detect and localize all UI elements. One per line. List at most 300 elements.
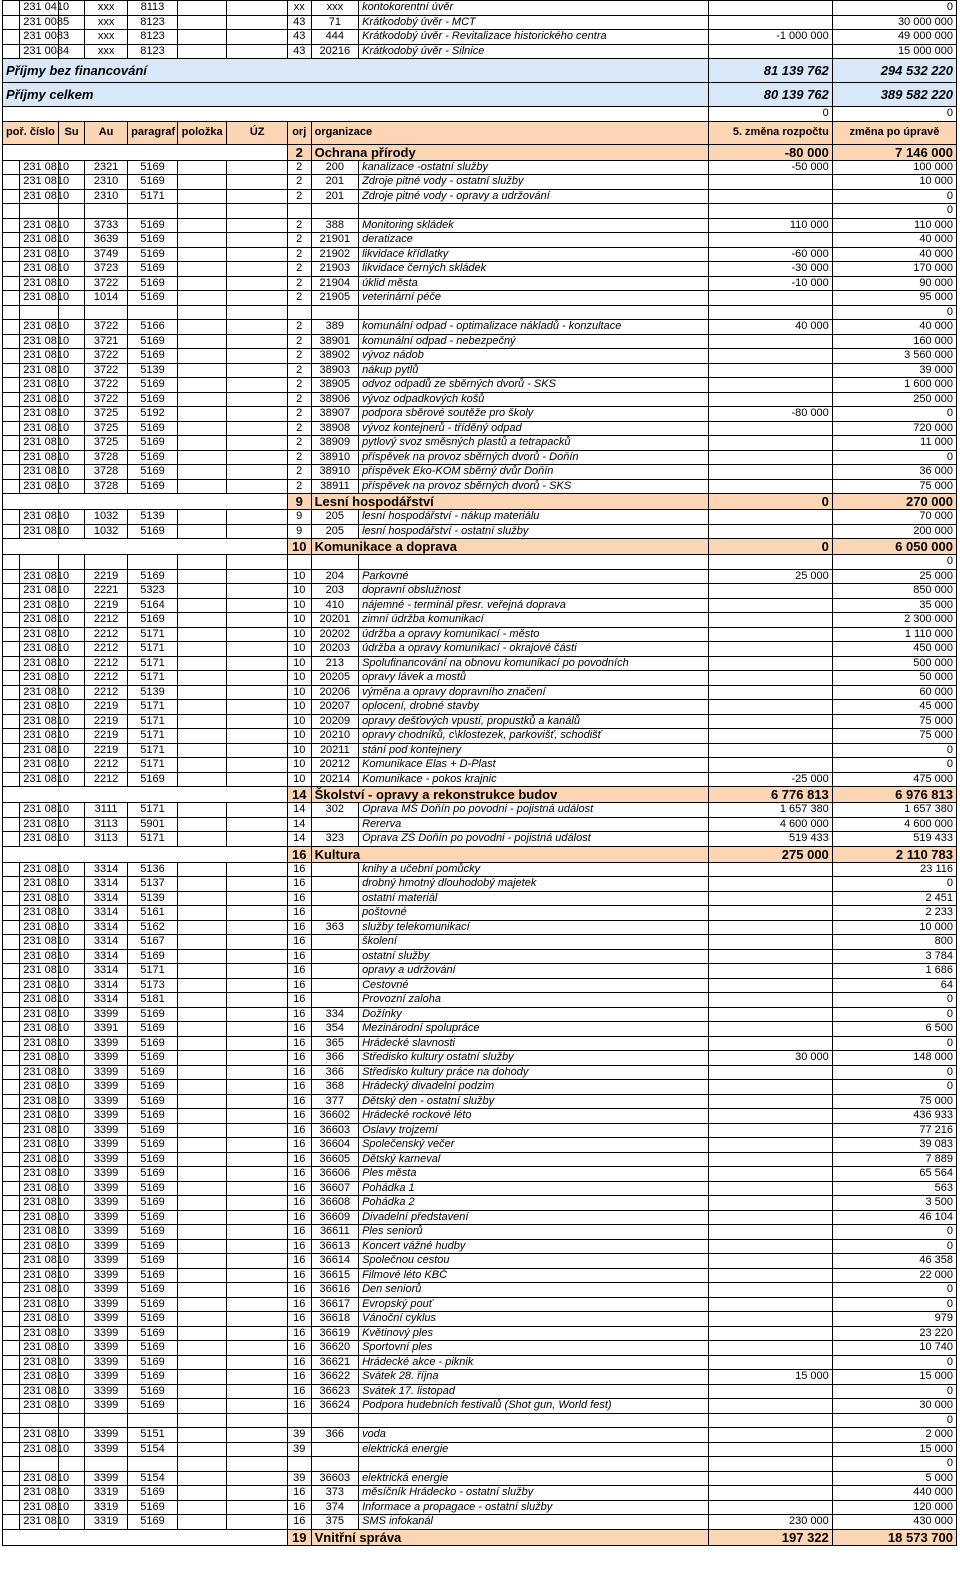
cell-por (3, 685, 20, 700)
cell-su-au: 231 0810 (20, 1486, 59, 1501)
cell-por (3, 510, 20, 525)
cell-su-au: 231 0810 (20, 1326, 59, 1341)
cell-uz (177, 1413, 227, 1428)
cell-por (3, 421, 20, 436)
cell-su-au: 231 0810 (20, 436, 59, 451)
cell-polozka: 5169 (128, 1109, 178, 1124)
cell-por (3, 714, 20, 729)
cell-polozka: 5169 (128, 1341, 178, 1356)
section-value: 6 976 813 (832, 787, 956, 803)
cell-su-au: 231 0810 (20, 1138, 59, 1153)
cell-change (708, 1471, 832, 1486)
summary-label: Příjmy celkem (3, 83, 709, 107)
cell-orj: 16 (287, 1515, 311, 1530)
cell-paragraf: 2219 (85, 714, 128, 729)
cell-polozka: 5169 (128, 378, 178, 393)
table-row (3, 906, 957, 921)
cell-organizace (311, 993, 358, 1008)
cell-name: Spolufinancování na obnovu komunikací po povodních (359, 656, 709, 671)
cell-gap (227, 1022, 287, 1037)
cell-por (3, 772, 20, 787)
cell-uz (177, 877, 227, 892)
cell-polozka: 5169 (128, 1210, 178, 1225)
cell-por (3, 758, 20, 773)
cell-uz (177, 407, 227, 422)
cell-gap (227, 891, 287, 906)
cell-value: 110 000 (832, 218, 956, 233)
cell-orj: 10 (287, 598, 311, 613)
cell-orj: 16 (287, 1210, 311, 1225)
cell-organizace (311, 305, 358, 320)
table-row (3, 218, 957, 233)
table-row (3, 1123, 957, 1138)
cell-polozka: 5171 (128, 964, 178, 979)
cell-change (708, 334, 832, 349)
table-row (3, 334, 957, 349)
table-row (3, 832, 957, 847)
cell-por (3, 276, 20, 291)
cell-por (3, 465, 20, 480)
cell-por (3, 978, 20, 993)
cell-value: 475 000 (832, 772, 956, 787)
cell-por (3, 305, 20, 320)
cell-value: 39 083 (832, 1138, 956, 1153)
cell-uz (177, 1486, 227, 1501)
cell-uz (177, 803, 227, 818)
cell-gap (227, 1500, 287, 1515)
cell-uz (177, 378, 227, 393)
cell-value: 0 (832, 450, 956, 465)
cell-name (359, 555, 709, 570)
cell-por (3, 877, 20, 892)
cell-change (708, 555, 832, 570)
cell-orj: 16 (287, 891, 311, 906)
cell-change (708, 613, 832, 628)
header-after: změna po úpravě (832, 121, 956, 144)
cell-su-au: 231 0810 (20, 1399, 59, 1414)
zero-row (3, 107, 957, 122)
cell-polozka: 5169 (128, 1225, 178, 1240)
cell-value: 65 564 (832, 1167, 956, 1182)
cell-paragraf: 2212 (85, 772, 128, 787)
cell-polozka: 5169 (128, 1370, 178, 1385)
cell-change (708, 920, 832, 935)
cell-orj: 16 (287, 1007, 311, 1022)
table-row (3, 392, 957, 407)
cell-polozka: 5192 (128, 407, 178, 422)
table-row (3, 1109, 957, 1124)
cell-orj: 16 (287, 1181, 311, 1196)
cell-su-au: 231 0810 (20, 262, 59, 277)
cell-value: 10 740 (832, 1341, 956, 1356)
cell-gap (227, 15, 287, 30)
cell-paragraf: 3399 (85, 1384, 128, 1399)
cell-organizace (311, 978, 358, 993)
cell-change: -30 000 (708, 262, 832, 277)
cell-gap (227, 450, 287, 465)
cell-polozka: 5169 (128, 175, 178, 190)
table-row (3, 1167, 957, 1182)
cell-gap (227, 465, 287, 480)
cell-su-au: 231 0810 (20, 978, 59, 993)
section-value: 270 000 (832, 494, 956, 510)
cell-su-au: 231 0810 (20, 671, 59, 686)
cell-polozka: 5171 (128, 714, 178, 729)
table-row (3, 1413, 957, 1428)
cell-value: 49 000 000 (832, 30, 956, 45)
cell-uz (177, 1239, 227, 1254)
table-row (3, 1036, 957, 1051)
section-title: Školství - opravy a rekonstrukce budov (311, 787, 708, 803)
cell-orj: 16 (287, 1138, 311, 1153)
cell-name: elektrická energie (359, 1471, 709, 1486)
cell-polozka: 5166 (128, 320, 178, 335)
cell-organizace: 20210 (311, 729, 358, 744)
cell-orj: 16 (287, 1051, 311, 1066)
table-row (3, 1022, 957, 1037)
cell-name: Hrádecké akce - piknik (359, 1355, 709, 1370)
cell-paragraf: 3725 (85, 407, 128, 422)
cell-polozka: 5169 (128, 1515, 178, 1530)
cell-polozka: 5169 (128, 1181, 178, 1196)
cell-uz (177, 1036, 227, 1051)
table-row (3, 1268, 957, 1283)
cell-change (708, 175, 832, 190)
cell-gap (227, 291, 287, 306)
cell-organizace: 36603 (311, 1123, 358, 1138)
cell-orj: 2 (287, 392, 311, 407)
cell-name: Zdroje pitné vody - ostatní služby (359, 175, 709, 190)
cell-polozka: 5169 (128, 436, 178, 451)
cell-name: Mezinárodní spolupráce (359, 1022, 709, 1037)
cell-name: podpora sběrové soutěže pro školy (359, 407, 709, 422)
cell-por (3, 1, 20, 16)
cell-por (3, 291, 20, 306)
cell-paragraf: xxx (85, 1, 128, 16)
cell-uz (177, 1225, 227, 1240)
section-blank (3, 787, 288, 803)
cell-polozka (128, 204, 178, 219)
cell-name: údržba a opravy komunikací - město (359, 627, 709, 642)
cell-uz (177, 1123, 227, 1138)
cell-name: kanalizace -ostatní služby (359, 160, 709, 175)
cell-uz (177, 436, 227, 451)
cell-name: Hrádecký divadelní podzim (359, 1080, 709, 1095)
cell-change (708, 1181, 832, 1196)
cell-orj: 10 (287, 714, 311, 729)
header-au: Au (85, 121, 128, 144)
cell-change (708, 671, 832, 686)
cell-orj: 16 (287, 1500, 311, 1515)
cell-name: nákup pytlů (359, 363, 709, 378)
cell-por (3, 935, 20, 950)
cell-change: -1 000 000 (708, 30, 832, 45)
cell-orj: 2 (287, 291, 311, 306)
cell-change: 15 000 (708, 1370, 832, 1385)
cell-gap (227, 1399, 287, 1414)
cell-change (708, 1210, 832, 1225)
cell-change (708, 233, 832, 248)
cell-su-au: 231 0810 (20, 465, 59, 480)
cell-organizace: 36602 (311, 1109, 358, 1124)
cell-su-au: 231 0810 (20, 758, 59, 773)
cell-paragraf: 3725 (85, 436, 128, 451)
cell-change (708, 1500, 832, 1515)
cell-gap (227, 1, 287, 16)
cell-name: ostatní materiál (359, 891, 709, 906)
cell-por (3, 1428, 20, 1443)
cell-value: 100 000 (832, 160, 956, 175)
cell-value: 50 000 (832, 671, 956, 686)
cell-gap (227, 964, 287, 979)
table-row (3, 772, 957, 787)
cell-gap (227, 407, 287, 422)
cell-value: 200 000 (832, 524, 956, 539)
cell-value: 46 104 (832, 1210, 956, 1225)
cell-organizace: 354 (311, 1022, 358, 1037)
cell-gap (227, 877, 287, 892)
cell-orj: 16 (287, 1370, 311, 1385)
cell-name: Divadelní představení (359, 1210, 709, 1225)
cell-paragraf: 2321 (85, 160, 128, 175)
section-title: Komunikace a doprava (311, 539, 708, 555)
header-orj: orj (287, 121, 311, 144)
cell-su-au (20, 1413, 59, 1428)
cell-organizace: 365 (311, 1036, 358, 1051)
cell-uz (177, 262, 227, 277)
cell-por (3, 671, 20, 686)
cell-organizace: 20214 (311, 772, 358, 787)
cell-uz (177, 935, 227, 950)
cell-su-au: 231 0810 (20, 1152, 59, 1167)
cell-organizace: 36616 (311, 1283, 358, 1298)
cell-paragraf: 3399 (85, 1297, 128, 1312)
cell-organizace: 21902 (311, 247, 358, 262)
cell-paragraf: 2219 (85, 743, 128, 758)
header-organizace: organizace (311, 121, 708, 144)
cell-value: 2 233 (832, 906, 956, 921)
section-header-row (3, 539, 957, 555)
cell-gap (227, 378, 287, 393)
cell-gap (227, 613, 287, 628)
cell-uz (177, 671, 227, 686)
cell-gap (227, 392, 287, 407)
cell-paragraf: 3728 (85, 450, 128, 465)
cell-paragraf: 3721 (85, 334, 128, 349)
cell-orj: 16 (287, 978, 311, 993)
cell-value: 0 (832, 1413, 956, 1428)
table-row (3, 1283, 957, 1298)
cell-orj: 10 (287, 642, 311, 657)
table-row (3, 421, 957, 436)
cell-name: odvoz odpadů ze sběrných dvorů - SKS (359, 378, 709, 393)
cell-polozka: 5169 (128, 334, 178, 349)
cell-uz (177, 714, 227, 729)
cell-value: 148 000 (832, 1051, 956, 1066)
cell-por (3, 993, 20, 1008)
cell-polozka: 5162 (128, 920, 178, 935)
cell-change (708, 993, 832, 1008)
cell-uz (177, 1326, 227, 1341)
cell-value: 1 600 000 (832, 378, 956, 393)
cell-change (708, 1457, 832, 1472)
cell-polozka (128, 305, 178, 320)
cell-orj: 10 (287, 613, 311, 628)
cell-name: lesní hospodářství - ostatní služby (359, 524, 709, 539)
table-row (3, 1051, 957, 1066)
cell-value: 0 (832, 189, 956, 204)
cell-su-au: 231 0810 (20, 627, 59, 642)
section-value: 2 110 783 (832, 846, 956, 862)
cell-paragraf: 3111 (85, 803, 128, 818)
cell-su-au: 231 0810 (20, 1080, 59, 1095)
cell-change (708, 1399, 832, 1414)
cell-orj: 10 (287, 569, 311, 584)
cell-uz (177, 479, 227, 494)
cell-change (708, 935, 832, 950)
table-row (3, 671, 957, 686)
cell-value: 450 000 (832, 642, 956, 657)
cell-orj: 16 (287, 862, 311, 877)
cell-polozka: 5169 (128, 1167, 178, 1182)
cell-name: opravy a udržování (359, 964, 709, 979)
cell-polozka: 5169 (128, 1399, 178, 1414)
header-uz: ÚZ (227, 121, 287, 144)
cell-organizace: 21903 (311, 262, 358, 277)
table-row (3, 627, 957, 642)
cell-name: zimní údržba komunikací (359, 613, 709, 628)
cell-value: 3 784 (832, 949, 956, 964)
cell-uz (177, 598, 227, 613)
cell-uz (177, 1065, 227, 1080)
cell-name: údržba a opravy komunikací - okrajové části (359, 642, 709, 657)
cell-gap (227, 935, 287, 950)
cell-change (708, 436, 832, 451)
cell-change: 30 000 (708, 1051, 832, 1066)
cell-organizace: 375 (311, 1515, 358, 1530)
cell-change: 519 433 (708, 832, 832, 847)
cell-uz (177, 1196, 227, 1211)
cell-uz (177, 349, 227, 364)
cell-por (3, 1341, 20, 1356)
cell-organizace: 20202 (311, 627, 358, 642)
cell-orj: 2 (287, 320, 311, 335)
cell-change (708, 378, 832, 393)
cell-polozka: 5169 (128, 1297, 178, 1312)
cell-su-au: 231 0810 (20, 1007, 59, 1022)
cell-organizace: 21901 (311, 233, 358, 248)
cell-organizace (311, 877, 358, 892)
cell-paragraf: 3391 (85, 1022, 128, 1037)
cell-paragraf: 3314 (85, 891, 128, 906)
cell-gap (227, 1428, 287, 1443)
cell-orj: 2 (287, 349, 311, 364)
cell-polozka: 5139 (128, 685, 178, 700)
cell-gap (227, 436, 287, 451)
cell-value: 0 (832, 1239, 956, 1254)
cell-paragraf: 2310 (85, 175, 128, 190)
cell-orj: 2 (287, 436, 311, 451)
cell-organizace: 410 (311, 598, 358, 613)
cell-uz (177, 1457, 227, 1472)
cell-por (3, 479, 20, 494)
header-polozka: položka (177, 121, 227, 144)
cell-organizace: 36609 (311, 1210, 358, 1225)
cell-gap (227, 1051, 287, 1066)
cell-organizace (311, 1413, 358, 1428)
cell-uz (177, 160, 227, 175)
cell-paragraf: 2212 (85, 685, 128, 700)
cell-gap (227, 334, 287, 349)
cell-su-au: 231 0810 (20, 1442, 59, 1457)
cell-uz (177, 1399, 227, 1414)
cell-su-au: 231 0810 (20, 334, 59, 349)
cell-name: Pohádka 2 (359, 1196, 709, 1211)
cell-polozka (128, 555, 178, 570)
cell-gap (227, 1297, 287, 1312)
cell-change (708, 1109, 832, 1124)
cell-name: výměna a opravy dopravního značení (359, 685, 709, 700)
top-row (3, 15, 957, 30)
cell-polozka: 5169 (128, 247, 178, 262)
cell-polozka: 5171 (128, 642, 178, 657)
section-orj: 9 (287, 494, 311, 510)
cell-value: 5 000 (832, 1471, 956, 1486)
section-blank (3, 846, 288, 862)
cell-su-au: 231 0810 (20, 378, 59, 393)
cell-por (3, 1123, 20, 1138)
cell-polozka: 5169 (128, 479, 178, 494)
cell-organizace: 373 (311, 1486, 358, 1501)
cell-change: 110 000 (708, 218, 832, 233)
cell-paragraf: 3722 (85, 349, 128, 364)
cell-uz (177, 772, 227, 787)
cell-gap (227, 1109, 287, 1124)
cell-organizace (311, 555, 358, 570)
cell-polozka: 5139 (128, 363, 178, 378)
cell-name: Hrádecké slavnosti (359, 1036, 709, 1051)
cell-su-au: 231 0810 (20, 218, 59, 233)
cell-value: 75 000 (832, 1094, 956, 1109)
cell-organizace: 38911 (311, 479, 358, 494)
cell-su-au: 231 0810 (20, 700, 59, 715)
cell-polozka: 5169 (128, 1051, 178, 1066)
cell-organizace: 36621 (311, 1355, 358, 1370)
cell-value: 30 000 000 (832, 15, 956, 30)
cell-name: Pohádka 1 (359, 1181, 709, 1196)
cell-value: 6 500 (832, 1022, 956, 1037)
cell-organizace: 388 (311, 218, 358, 233)
cell-paragraf: 3399 (85, 1123, 128, 1138)
cell-por (3, 743, 20, 758)
cell-uz (177, 1109, 227, 1124)
cell-empty (59, 305, 85, 320)
cell-polozka: 5139 (128, 891, 178, 906)
cell-orj: 2 (287, 189, 311, 204)
cell-gap (227, 233, 287, 248)
cell-gap (227, 1152, 287, 1167)
cell-por (3, 1500, 20, 1515)
cell-name: stání pod kontejnery (359, 743, 709, 758)
cell-uz (177, 627, 227, 642)
cell-su-au: 231 0810 (20, 1370, 59, 1385)
cell-change (708, 978, 832, 993)
cell-value: 36 000 (832, 465, 956, 480)
cell-value: 979 (832, 1312, 956, 1327)
cell-paragraf: 3399 (85, 1471, 128, 1486)
cell-change (708, 877, 832, 892)
cell-por (3, 1196, 20, 1211)
